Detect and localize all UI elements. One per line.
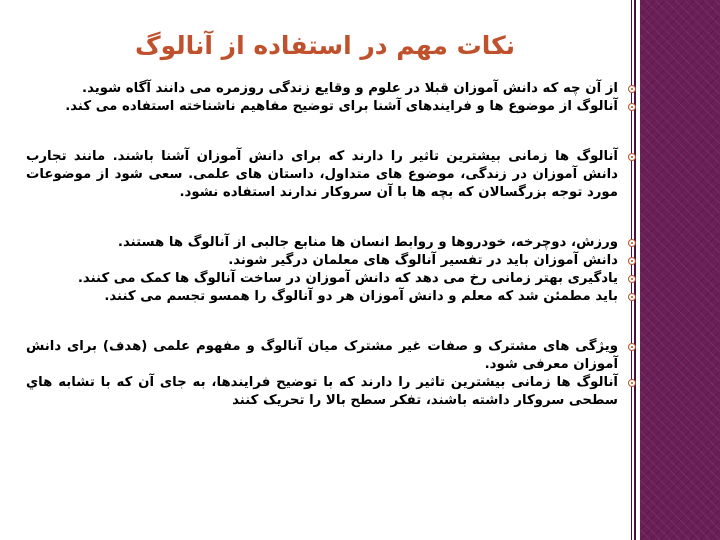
bullet-item	[26, 148, 640, 202]
bullet-icon	[628, 293, 636, 301]
bullet-text: ورزش، دوچرخه، خودروها و روابط انسان ها منابع جالبی از آنالوگ ها هستند.	[117, 235, 618, 250]
bullet-text: دانش آموزان باید در تفسیر آنالوگ های معلمان درگیر شوند.	[228, 253, 618, 268]
bullet-icon	[628, 257, 636, 265]
bullet-text: یادگیری بهتر زمانی رخ می دهد که دانش آموزان در ساخت آنالوگ ها کمک می کنند.	[77, 271, 618, 286]
bullet-item	[26, 234, 640, 252]
bullet-icon	[628, 379, 636, 387]
bullet-item	[26, 338, 640, 374]
bullet-icon	[628, 275, 636, 283]
bullet-item	[26, 98, 640, 116]
bullet-text: آنالوگ از موضوع ها و فرایندهای آشنا برای توضیح مفاهیم ناشناخته استفاده می کند.	[65, 99, 618, 114]
bullet-icon	[628, 103, 636, 111]
bullet-text: آنالوگ ها زمانی بیشترین تاثیر را دارند که با توضیح فرایندها، به جای آن که با تشابه هاي سطحی سروکار داشته باشند، تفکر سطح بالا را تحریک کنند	[26, 375, 618, 408]
bullet-list	[26, 80, 640, 410]
bullet-icon	[628, 239, 636, 247]
slide-title: نکات مهم در استفاده از آنالوگ	[134, 31, 516, 60]
bullet-icon	[628, 343, 636, 351]
bullet-item	[26, 374, 640, 410]
bullet-text: آنالوگ ها زمانی بیشترین تاثیر را دارند که برای دانش آموزان آشنا باشند. مانند تجارب دانش آموزان در زندگی، موضوع های متداول، داستان های علمی. سعی شود از موضوعات مورد توجه بزرگسالان که بچه ها با آن سروکار ندارند استفاده نشود.	[26, 149, 618, 200]
bullet-text: از آن چه که دانش آموزان قبلا در علوم و وقایع زندگی روزمره می دانند آگاه شوید.	[82, 81, 618, 96]
bullet-icon	[628, 153, 636, 161]
bullet-item	[26, 288, 640, 306]
bullet-text: ویژگی های مشترک و صفات غیر مشترک میان آنالوگ و مفهوم علمی (هدف) برای دانش آموزان معرفی شود.	[26, 339, 618, 372]
decorative-sidebar	[640, 0, 720, 540]
bullet-icon	[628, 85, 636, 93]
bullet-item	[26, 80, 640, 98]
bullet-text: باید مطمئن شد که معلم و دانش آموزان هر دو آنالوگ را همسو تجسم می کنند.	[104, 289, 618, 304]
bullet-item	[26, 252, 640, 270]
bullet-item	[26, 270, 640, 288]
